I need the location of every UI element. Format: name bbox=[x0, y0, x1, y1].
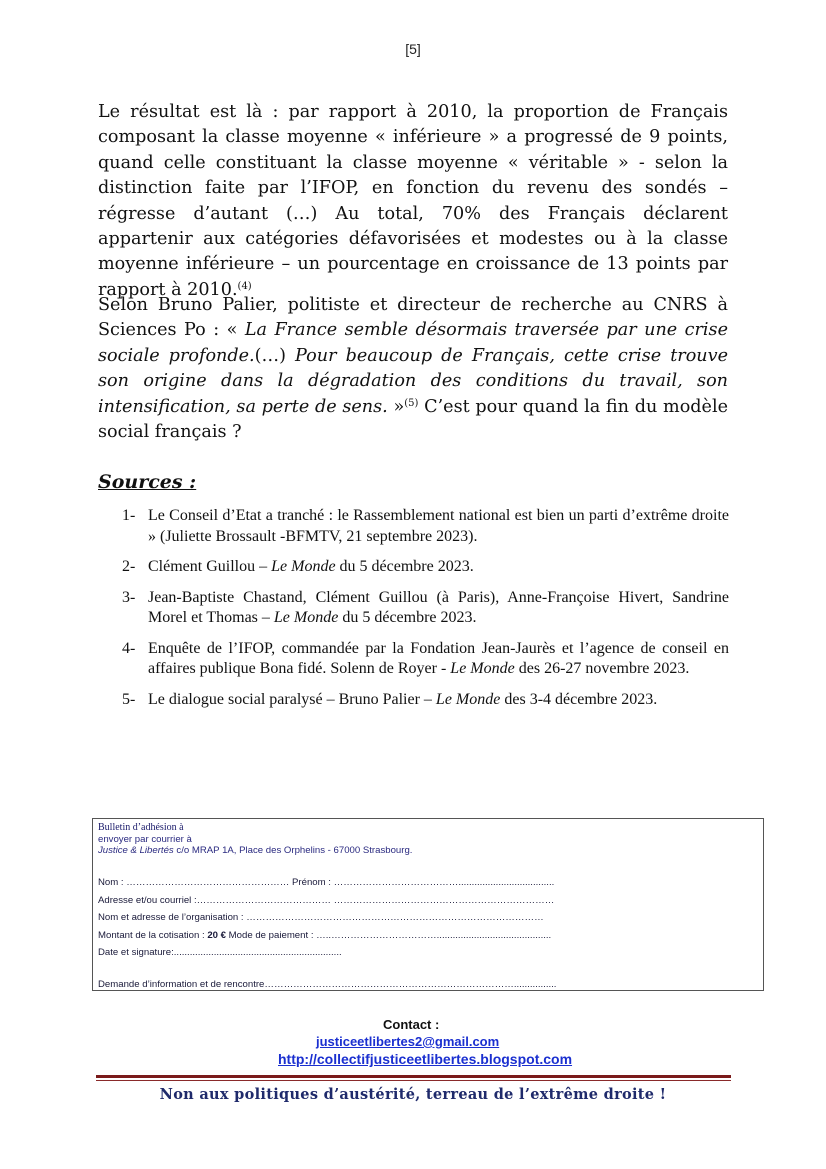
source-item bbox=[98, 588, 729, 629]
organisation-row bbox=[98, 912, 544, 923]
source-text: Le Conseil d’Etat a tranché : le Rassemblement national est bien un parti d’extrême droite » (Juliette Brossault -BFMTV, 21 septembre 2023). bbox=[148, 507, 729, 545]
p1-line: Le résultat est là : par rapport à 2010, la proportion de Français bbox=[98, 102, 728, 122]
form-instruction: envoyer par courrier à bbox=[98, 833, 192, 845]
p1-line: distinction faite par l’IFOP, en fonction du revenu des sondés – régresse bbox=[98, 178, 728, 224]
name-row bbox=[98, 877, 554, 888]
footer-divider-thin bbox=[96, 1080, 731, 1081]
p2-text: C’est pour quand la fin du modèle bbox=[418, 396, 728, 417]
source-item bbox=[98, 557, 729, 578]
address-row bbox=[98, 895, 554, 906]
fee-value: 20 € bbox=[207, 930, 227, 941]
p1-line: un pourcentage en croissance de 13 points par rapport à 2010. bbox=[98, 254, 729, 300]
source-publication: Le Monde bbox=[273, 609, 339, 626]
fee-label: Montant de la cotisation : bbox=[98, 930, 208, 941]
source-publication: Le Monde bbox=[450, 660, 515, 677]
p2-text: » bbox=[387, 396, 405, 417]
source-date: du 5 décembre 2023. bbox=[335, 558, 474, 575]
source-publication: Le Monde bbox=[435, 690, 501, 708]
name-field: …………………………………………… bbox=[126, 877, 290, 888]
p2-text: (…) bbox=[254, 345, 296, 366]
paragraph-palier-quote bbox=[98, 293, 728, 445]
contact-title: Contact : bbox=[383, 1017, 440, 1032]
organisation-label: Nom et adresse de l’organisation : bbox=[98, 912, 247, 923]
source-number: 2- bbox=[122, 558, 136, 575]
p1-line: quand celle constituant la classe moyenne « véritable » - selon la bbox=[98, 152, 728, 173]
request-field: ……………………………………………………………………................ bbox=[264, 979, 557, 990]
sources-heading: Sources : bbox=[98, 471, 197, 493]
source-item bbox=[98, 639, 729, 680]
p1-line: composant la classe moyenne « inférieure » a progressé de 9 points, bbox=[98, 127, 728, 148]
form-title: Bulletin d’adhésion à bbox=[98, 822, 184, 833]
postal-address: c/o MRAP 1A, Place des Orphelins - 67000 Strasbourg. bbox=[173, 845, 413, 856]
paragraph-ifop-results bbox=[98, 100, 728, 303]
signature-row bbox=[98, 947, 342, 958]
source-number: 5- bbox=[122, 690, 136, 708]
source-date: des 3-4 décembre 2023. bbox=[500, 690, 658, 708]
source-item bbox=[98, 506, 729, 547]
p2-line: social français ? bbox=[98, 422, 242, 443]
source-text: Jean-Baptiste Chastand, Clément Guillou (à Paris), Anne-Françoise Hivert, Sandrine Morel et Thomas – bbox=[148, 588, 729, 626]
fee-row bbox=[98, 930, 551, 941]
form-address bbox=[98, 845, 412, 857]
signature-label: Date et signature: bbox=[98, 947, 174, 958]
quote-text: origine dans la dégradation des conditions du travail, son bbox=[143, 371, 729, 392]
sources-list bbox=[98, 506, 729, 720]
request-row bbox=[98, 979, 556, 990]
address-field: …………………………………… …………………………………………………………… bbox=[196, 895, 555, 906]
source-item bbox=[98, 690, 729, 711]
quote-text: La France semble désormais traversée par une crise bbox=[244, 320, 728, 341]
p2-text: Sciences Po : « bbox=[98, 320, 245, 341]
source-number: 1- bbox=[122, 507, 136, 524]
membership-form bbox=[92, 818, 764, 991]
footer-divider bbox=[96, 1075, 731, 1078]
p2-line: Selon Bruno Palier, politiste et directeur de recherche au CNRS à bbox=[98, 295, 728, 315]
form-header bbox=[98, 822, 412, 857]
signature-field: ............................................................... bbox=[173, 947, 342, 958]
firstname-field: ………………………………….................................... bbox=[333, 877, 555, 888]
source-date: des 26-27 novembre 2023. bbox=[514, 660, 690, 677]
source-number: 3- bbox=[122, 588, 136, 606]
organisation-field: ………………………………………………………………………………… bbox=[246, 912, 544, 923]
contact-email-link[interactable]: justiceetlibertes2@gmail.com bbox=[316, 1034, 500, 1049]
firstname-label: Prénom : bbox=[289, 877, 334, 888]
footer-slogan: Non aux politiques d’austérité, terreau de l’extrême droite ! bbox=[159, 1086, 667, 1103]
source-text: Clément Guillou – bbox=[148, 558, 272, 575]
footnote-ref-4: (4) bbox=[237, 280, 252, 292]
name-label: Nom : bbox=[98, 877, 127, 888]
p1-line: catégories défavorisées et modestes ou à la classe moyenne inférieure – bbox=[98, 229, 729, 275]
quote-text: Pour beaucoup de Français, cette crise trouve son bbox=[98, 345, 728, 392]
quote-text: intensification, sa perte de sens. bbox=[98, 396, 388, 417]
source-publication: Le Monde bbox=[271, 558, 336, 575]
source-date: du 5 décembre 2023. bbox=[338, 609, 477, 626]
address-label: Adresse et/ou courriel : bbox=[98, 895, 197, 906]
quote-text: sociale profonde. bbox=[98, 345, 255, 366]
source-text: Le dialogue social paralysé – Bruno Palier – bbox=[148, 690, 436, 708]
payment-label: Mode de paiement : bbox=[226, 930, 317, 941]
source-text: Enquête de l’IFOP, commandée par la Fondation Jean-Jaurès et l’agence de conseil en affaires publique Bona fidé. Solenn de Royer - bbox=[148, 639, 729, 677]
request-label: Demande d’information et de rencontre bbox=[98, 979, 265, 990]
p1-line: d’autant (…) Au total, 70% des Français déclarent appartenir aux bbox=[98, 203, 729, 250]
blog-link[interactable]: http://collectifjusticeetlibertes.blogspot.com bbox=[278, 1051, 573, 1067]
payment-field: …..……………………………........................................... bbox=[316, 930, 552, 941]
page-number: [5] bbox=[405, 41, 421, 57]
source-number: 4- bbox=[122, 639, 136, 657]
org-name: Justice & Libertés bbox=[98, 845, 174, 856]
footnote-ref-5: (5) bbox=[404, 397, 419, 409]
